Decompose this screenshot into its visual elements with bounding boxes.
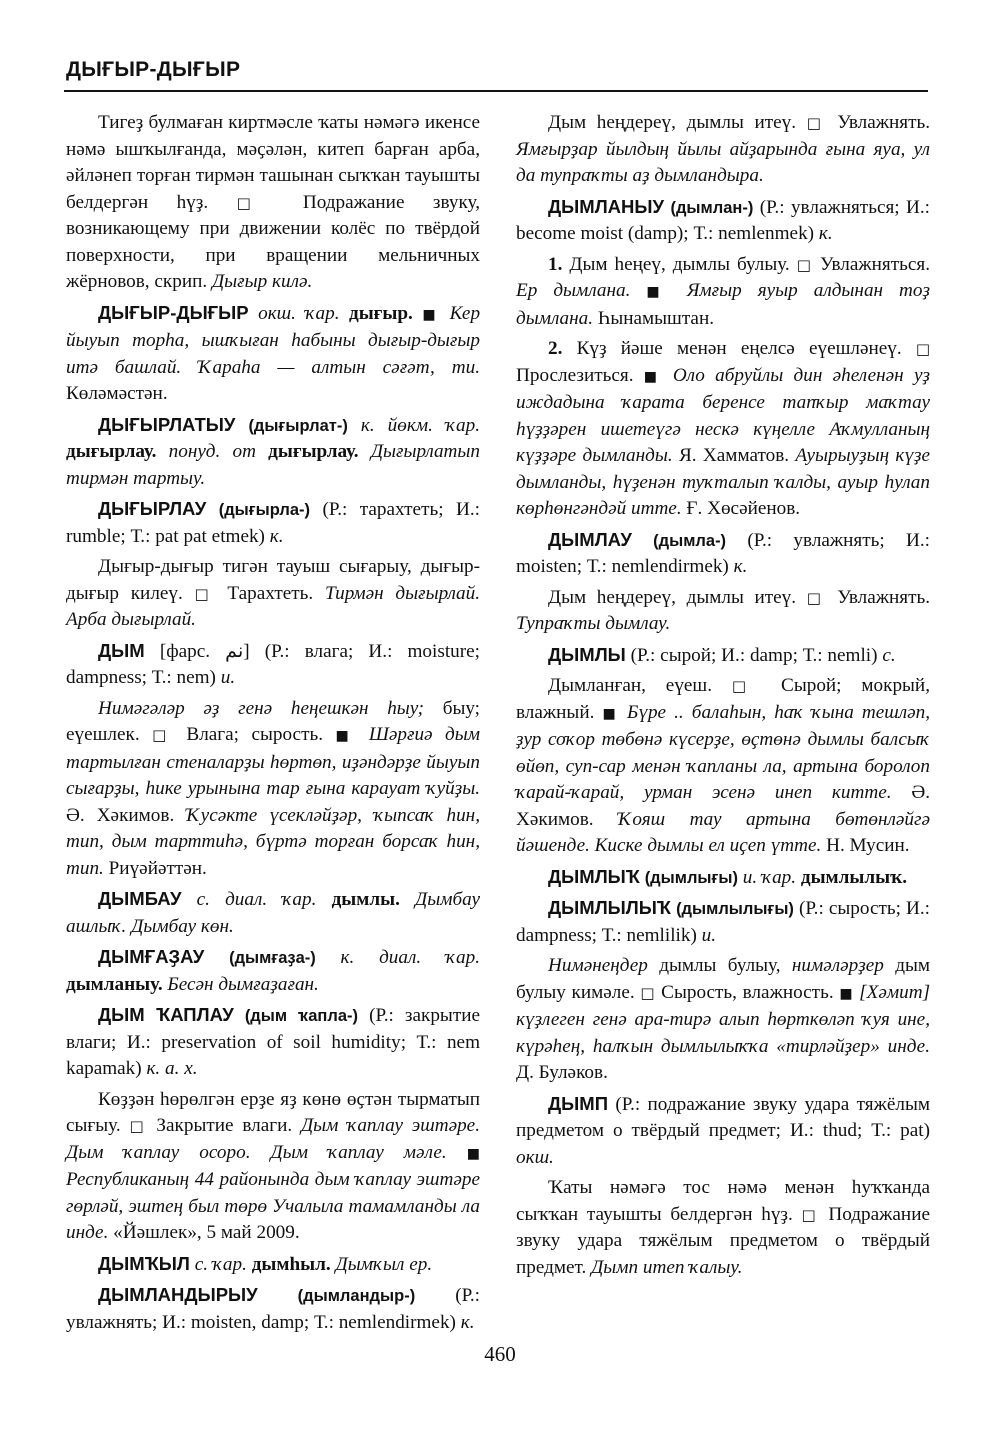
filled-square-icon: ■ <box>335 728 357 744</box>
example: Дымҡыл ер. <box>335 1253 433 1275</box>
source: Я. Хамматов. <box>679 445 790 466</box>
source: Көләмәстән. <box>66 383 168 404</box>
grammar-mark: к. йөкм. ҡар. <box>360 414 481 436</box>
open-square-icon: □ <box>915 340 931 358</box>
definition: Дым һеңдереү, дымлы итеү. <box>548 112 797 133</box>
translation: Увлажнять. <box>837 586 931 608</box>
stem: (дымлан-) <box>670 198 754 217</box>
entry-paragraph <box>516 895 930 949</box>
filled-square-icon: ■ <box>602 705 619 722</box>
example: Ер дымлана. <box>516 280 631 301</box>
filled-square-icon: ■ <box>839 985 854 1002</box>
grammar-mark: к. а. х. <box>146 1058 198 1079</box>
entry-paragraph <box>516 1175 930 1281</box>
open-square-icon: □ <box>801 1205 820 1224</box>
equivalents: (Р.: сырость; И.: dampness; Т.: nemlilik) <box>516 898 930 946</box>
definition: дымлы булыу, <box>659 955 781 976</box>
grammar-mark: с. <box>882 644 896 666</box>
headword: ДЫМҠЫЛ <box>98 1252 190 1274</box>
stem: (дымлылығы) <box>676 900 794 918</box>
grammar-mark: и. <box>701 924 717 946</box>
open-square-icon: □ <box>640 983 656 1002</box>
stem: (дым ҡапла-) <box>244 1007 358 1025</box>
cross-reference: дығыр. <box>348 302 413 324</box>
left-column <box>66 110 480 1336</box>
entry-paragraph <box>66 554 480 634</box>
headword: ДЫҒЫРЛАТЫУ <box>98 413 236 435</box>
example: Тирмән дығырлай. Арба дығырлай. <box>66 582 481 630</box>
definition-italic: Нимәнеңдер <box>548 955 648 976</box>
source: «Йәшлек», 5 май 2009. <box>113 1222 300 1243</box>
example: Дымбау ашлыҡ. Дымбау көн. <box>66 889 480 937</box>
entry-paragraph <box>66 696 480 883</box>
grammar-mark: и. ҡар. <box>742 866 797 888</box>
entry-paragraph <box>66 412 480 493</box>
open-square-icon: □ <box>796 255 814 274</box>
headword: ДЫМ ҠАПЛАУ <box>98 1004 234 1025</box>
headword: ДЫМП <box>548 1092 608 1114</box>
definition: Дымланған, еүеш. <box>548 675 713 696</box>
grammar-mark: понуд. от <box>168 441 256 462</box>
definition: Көҙҙән һөрөлгән ерҙе яҙ көнө өҫтән тырматып сығыу. <box>66 1088 480 1136</box>
translation: Закрытие влаги. <box>156 1115 293 1136</box>
headword: ДЫҒЫРЛАУ <box>98 498 207 519</box>
translation: Подражание звуку удара тяжёлым предметом о твёрдый предмет. <box>516 1203 930 1278</box>
source: Ә. Хәкимов. <box>516 782 930 830</box>
example: Ҡусәкте үсекләйҙәр, ҡыпсаҡ һин, тип, дым тарттиһә, бүртә торған борсаҡ һин, тип. <box>66 804 480 879</box>
translation: Прослезиться. <box>516 364 634 386</box>
equivalents: (Р.: сырой; И.: damp; Т.: nemli) <box>630 644 878 666</box>
stem: (дымландыр-) <box>297 1287 416 1305</box>
filled-square-icon: ■ <box>643 368 663 385</box>
equivalents: (Р.: подражание звуку удара тяжёлым предметом о твёрдый предмет; И.: thud; Т.: pat) <box>516 1093 930 1141</box>
entry-paragraph <box>66 944 480 998</box>
equivalents: (Р.: увлажнять; И.: moisten, damp; Т.: nemlendirmek) <box>66 1285 481 1333</box>
grammar-mark: к. <box>733 556 748 577</box>
grammar-mark: окш. <box>516 1146 554 1168</box>
cross-reference: дымланыу. <box>66 973 163 995</box>
equivalents: [фарс. نم] (Р.: влага; И.: moisture; dampness; Т.: nem) <box>66 640 480 688</box>
open-square-icon: □ <box>194 584 216 603</box>
source: Һынамыштан. <box>597 307 715 329</box>
headword: ДЫМЛЫ <box>548 643 626 665</box>
stem: (дымғаҙа-) <box>229 949 316 967</box>
entry-paragraph <box>66 1282 480 1336</box>
equivalents: (Р.: увлажнять; И.: moisten; Т.: nemlendirmek) <box>516 529 930 577</box>
translation: Подражание звуку, возникающему при движении колёс по твёрдой поверхности, при вращении мельничных жёрновов, скрип. <box>66 191 481 292</box>
entry-paragraph <box>516 1091 930 1172</box>
example: [Хәмит] күҙлеген генә ара-тирә алып һөрткөләп ҡуя ине, күрәһең, һалҡын дымлылыҡҡа «тирләйҙер» инде. <box>516 981 931 1057</box>
running-header: ДЫҒЫР-ДЫҒЫР <box>66 58 241 81</box>
right-column <box>516 110 930 1281</box>
translation: Влага; сырость. <box>186 724 324 745</box>
entry-paragraph <box>66 300 480 408</box>
entry-paragraph <box>66 110 480 296</box>
source: Риүәйәттән. <box>108 857 207 879</box>
entry-paragraph <box>516 585 930 638</box>
example: Дығыр килә. <box>211 271 313 292</box>
page-number: 460 <box>484 1342 516 1366</box>
headword: ДЫМҒАҘАУ <box>98 946 205 967</box>
header-rule <box>64 90 928 92</box>
headword: ДЫМЛАУ <box>548 528 632 550</box>
entry-paragraph <box>516 110 930 190</box>
definition: дым булыу кимәле. <box>516 955 930 1003</box>
source: Д. Буләков. <box>516 1062 608 1083</box>
equivalents: (Р.: закрытие влаги; И.: preservation of soil humidity; Т.: nem kapamak) <box>66 1005 480 1079</box>
cross-reference: дымлы. <box>331 889 400 910</box>
grammar-mark: к. диал. ҡар. <box>340 947 480 968</box>
grammar-mark: окш. ҡар. <box>258 302 340 324</box>
example: Ҡояш тау артына бөтөнләйгә йәшенде. Киске дымлы ел иҫеп үтте. <box>516 808 931 856</box>
entry-paragraph <box>66 886 480 940</box>
definition: Дығыр-дығыр тигән тауыш сығарыу, дығыр-дығыр килеү. <box>66 556 480 604</box>
entry-paragraph <box>516 194 930 248</box>
entry-paragraph <box>516 673 930 860</box>
translation: Увлажнять. <box>837 112 931 133</box>
entry-paragraph <box>516 642 930 670</box>
open-square-icon: □ <box>806 114 827 132</box>
headword: ДЫМЛЫЛЫҠ <box>548 897 671 918</box>
definition: Дым һеңдереү, дымлы итеү. <box>548 586 797 608</box>
entry-paragraph <box>516 953 930 1087</box>
example: Кер йыуып торһа, ышҡыған һабыны дығыр-дығыр итә башлай. Ҡараһа — алтын сәғәт, ти. <box>66 302 481 378</box>
stem: (дығырла-) <box>218 501 311 519</box>
headword: ДЫМЛЫҠ <box>548 865 640 887</box>
headword: ДЫМБАУ <box>98 888 182 909</box>
open-square-icon: □ <box>731 677 762 695</box>
example: Бүре .. балаһын, һаҡ ҡына тешләп, ҙур соҡор төбөнә күсерҙе, өҫтөнә дымлы балсыҡ өйөп, суп-сар менән ҡапланы ла, артына боролоп ҡарай-ҡарай, урман эсенә инеп китте. <box>516 701 931 803</box>
stem: (дымла-) <box>653 531 727 550</box>
definition: Дым һеңеү, дымлы булыу. <box>569 253 790 275</box>
example: Оло абруйлы дин әһеленән уҙ иждадына ҡарата беренсе тапҡыр маҡтау һүҙҙәрен ишетеүгә нескә күңелле Аҡмулланың күҙҙәре дымланды. <box>516 364 930 466</box>
entry-paragraph <box>66 1251 480 1279</box>
example: Дығырлатып тирмән тартыу. <box>66 441 480 489</box>
translation: Сырой; мокрый, влажный. <box>516 675 930 723</box>
sense-number: 2. <box>548 338 563 359</box>
grammar-mark: к. <box>818 223 833 244</box>
translation: Тарахтеть. <box>227 582 314 604</box>
entry-paragraph <box>66 1087 480 1247</box>
open-square-icon: □ <box>806 588 827 607</box>
example: Республиканың 44 районында дым ҡаплау эштәре гөрләй, эштең был төрө Учалыла тамамланды ла инде. <box>66 1169 480 1243</box>
definition: Тигеҙ булмаған киртмәсле ҡаты нәмәгә икенсе нәмә ышҡылғанда, мәҫәлән, китеп барған арба, әйләнеп торған тирмән ташынан сыҡҡан тауышты белдергән һүҙ. <box>66 112 480 213</box>
source: Ғ. Хөсәйенов. <box>686 498 801 519</box>
entry-paragraph <box>516 336 930 523</box>
headword: ДЫҒЫР-ДЫҒЫР <box>98 301 249 323</box>
cross-reference: дымлылыҡ. <box>800 866 908 888</box>
example: Шәрғиә дым тартылған стеналарҙы һөртөп, иҙәндәрҙе йыуып сығарҙы, һике урынына тар ғына карауат ҡуйҙы. <box>66 724 480 799</box>
source: Н. Мусин. <box>826 835 910 856</box>
example: Ауырыуҙың күҙе дымланды, һүҙенән туҡталып ҡалды, ауыр һулап көрһөнгәндәй итте. <box>516 445 931 519</box>
example: Тупраҡты дымлау. <box>516 613 671 634</box>
sense-number: 1. <box>548 253 563 275</box>
cross-reference: дығырлау. <box>66 441 157 462</box>
definition: Ҡаты нәмәгә тос нәмә менән һуҡҡанда сыҡҡан тауышты белдергән һүҙ. <box>516 1177 930 1225</box>
entry-paragraph <box>66 496 480 550</box>
stem: (дымлығы) <box>644 868 738 887</box>
grammar-mark: с. ҡар. <box>194 1253 247 1275</box>
definition: быу; еүешлек. <box>66 697 481 745</box>
definition: Күҙ йәше менән еңелсә еүешләнеү. <box>576 338 902 359</box>
definition-italic: нимәләрҙер <box>791 955 884 976</box>
grammar-mark: и. <box>220 667 236 688</box>
open-square-icon: □ <box>152 726 174 744</box>
example: Дымп итеп ҡалыу. <box>591 1256 743 1278</box>
translation: Увлажняться. <box>820 253 930 275</box>
filled-square-icon: ■ <box>422 306 441 323</box>
grammar-mark: с. диал. ҡар. <box>196 889 317 910</box>
example: Ямғыр яуыр алдынан тоҙ дымлана. <box>516 280 930 329</box>
headword: ДЫМ <box>98 639 145 661</box>
source: Ә. Хәкимов. <box>66 804 175 826</box>
stem: (дығырлат-) <box>248 416 348 435</box>
translation: Сырость, влажность. <box>661 981 834 1003</box>
filled-square-icon: ■ <box>646 284 671 300</box>
equivalents: (Р.: тарахтеть; И.: rumble; Т.: pat pat etmek) <box>66 499 480 547</box>
open-square-icon: □ <box>236 193 275 212</box>
entry-paragraph <box>66 638 480 692</box>
cross-reference: дығырлау. <box>268 441 359 462</box>
headword: ДЫМЛАНДЫРЫУ <box>98 1284 258 1305</box>
grammar-mark: к. <box>460 1311 475 1333</box>
equivalents: (Р.: увлажняться; И.: become moist (damp); Т.: nemlenmek) <box>516 196 931 244</box>
example: Ямғырҙар йылдың йылы айҙарында ғына яуа, ул да тупраҡты аҙ дымландыра. <box>516 138 930 186</box>
entry-paragraph <box>516 527 930 581</box>
entry-paragraph <box>516 252 930 333</box>
cross-reference: дымһыл. <box>251 1253 331 1275</box>
grammar-mark: к. <box>269 525 284 547</box>
example: Дым ҡаплау эштәре. Дым ҡаплау осоро. Дым ҡаплау мәле. <box>66 1115 480 1163</box>
definition-italic: Нимәгәләр әҙ генә һеңешкән һыу; <box>98 697 424 719</box>
open-square-icon: □ <box>129 1117 148 1135</box>
headword: ДЫМЛАНЫУ <box>548 195 665 217</box>
entry-paragraph <box>516 864 930 892</box>
entry-paragraph <box>66 1002 480 1083</box>
example: Бесән дымғаҙаған. <box>167 973 319 995</box>
filled-square-icon: ■ <box>466 1145 481 1162</box>
